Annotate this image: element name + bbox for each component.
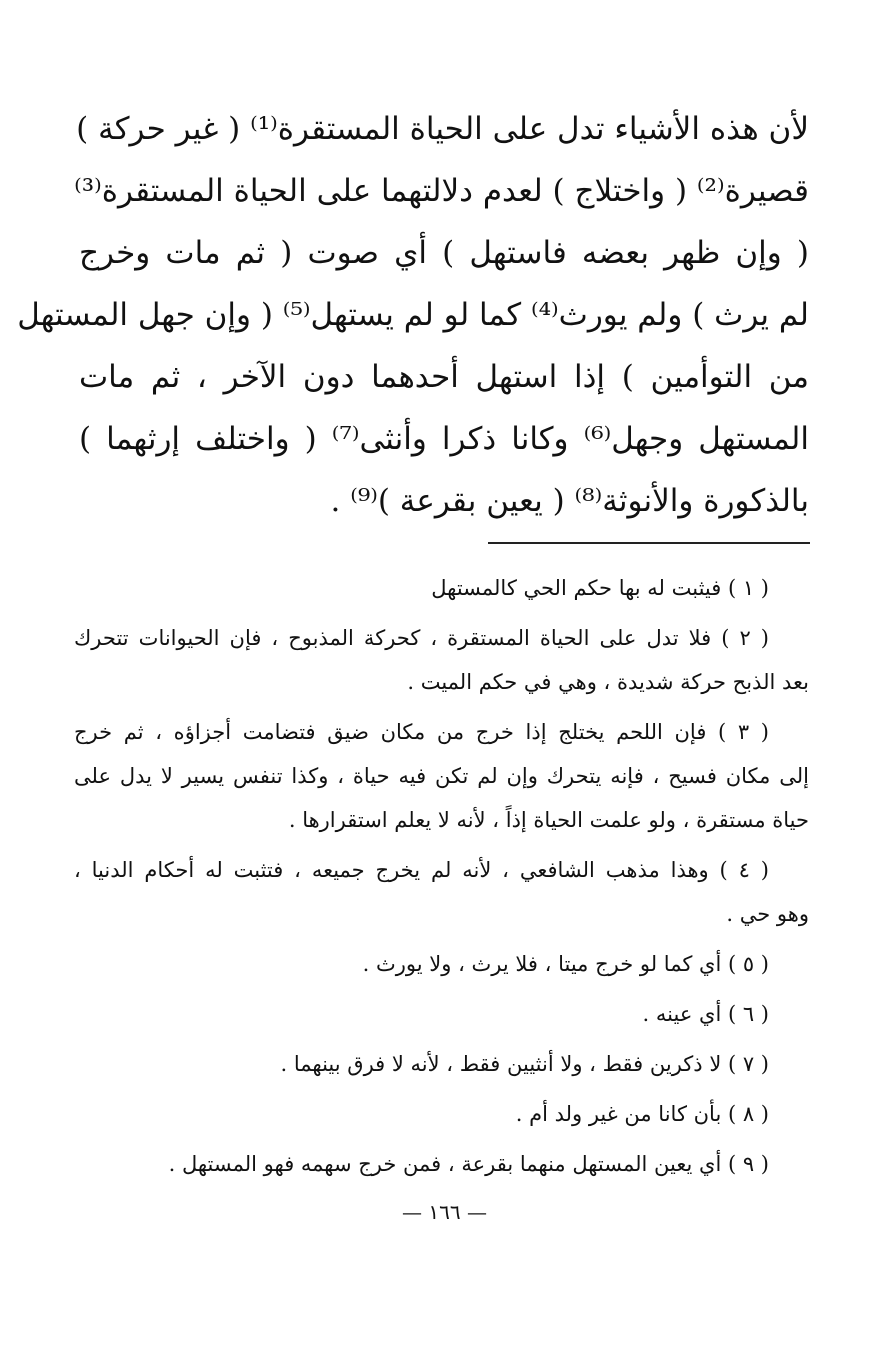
footnote-3-continued: إلى مكان فسيح ، فإنه يتحرك وإن لم تكن فيه حياة ، وكذا تنفس يسير لا يدل على — [74, 764, 809, 788]
main-text-line: ( وإن ظهر بعضه فاستهل ) أي صوت ( ثم مات وخرج — [79, 235, 809, 271]
footnote-3-continued: حياة مستقرة ، ولو علمت الحياة إذاً ، لأنه لا يعلم استقرارها . — [288, 808, 809, 832]
footnote-2: ( ٢ ) فلا تدل على الحياة المستقرة ، كحركة المذبوح ، فإن الحيوانات تتحرك — [74, 626, 769, 650]
footnote-2-continued: بعد الذبح حركة شديدة ، وهي في حكم الميت . — [407, 670, 809, 694]
footnotes-block — [74, 566, 809, 1186]
main-text-line: من التوأمين ) إذا استهل أحدهما دون الآخر ، ثم مات — [79, 359, 809, 395]
footnote-1: ( ١ ) فيثبت له بها حكم الحي كالمستهل — [431, 576, 769, 600]
main-text-line: لم يرث ) ولم يورث⁽⁴⁾ كما لو لم يستهل⁽⁵⁾ ( وإن جهل المستهل — [17, 297, 809, 333]
footnote-4-continued: وهو حي . — [726, 902, 809, 926]
footnote-8: ( ٨ ) بأن كانا من غير ولد أم . — [515, 1102, 769, 1126]
main-text-line: المستهل وجهل⁽⁶⁾ وكانا ذكرا وأنثى⁽⁷⁾ ( واختلف إرثهما ) — [79, 421, 809, 457]
footnote-4: ( ٤ ) وهذا مذهب الشافعي ، لأنه لم يخرج جميعه ، فتثبت له أحكام الدنيا ، — [74, 858, 769, 882]
main-text-line: لأن هذه الأشياء تدل على الحياة المستقرة⁽¹⁾ ( غير حركة ) — [76, 111, 809, 147]
main-text-block — [17, 98, 809, 532]
footnote-divider — [488, 542, 810, 544]
footnote-3: ( ٣ ) فإن اللحم يختلج إذا خرج من مكان ضيق فتضامت أجزاؤه ، ثم خرج — [74, 720, 770, 744]
footnote-6: ( ٦ ) أي عينه . — [642, 1002, 769, 1026]
footnote-7: ( ٧ ) لا ذكرين فقط ، ولا أنثيين فقط ، لأنه لا فرق بينهما . — [280, 1052, 769, 1076]
main-text-line: قصيرة⁽²⁾ ( واختلاج ) لعدم دلالتهما على الحياة المستقرة⁽³⁾ — [74, 173, 809, 209]
footnote-5: ( ٥ ) أي كما لو خرج ميتا ، فلا يرث ، ولا يورث . — [362, 952, 769, 976]
page-number: — ١٦٦ — — [402, 1200, 487, 1224]
footnote-9: ( ٩ ) أي يعين المستهل منهما بقرعة ، فمن خرج سهمه فهو المستهل . — [168, 1152, 769, 1176]
main-text-line: بالذكورة والأنوثة⁽⁸⁾ ( يعين بقرعة )⁽⁹⁾ . — [330, 483, 809, 519]
